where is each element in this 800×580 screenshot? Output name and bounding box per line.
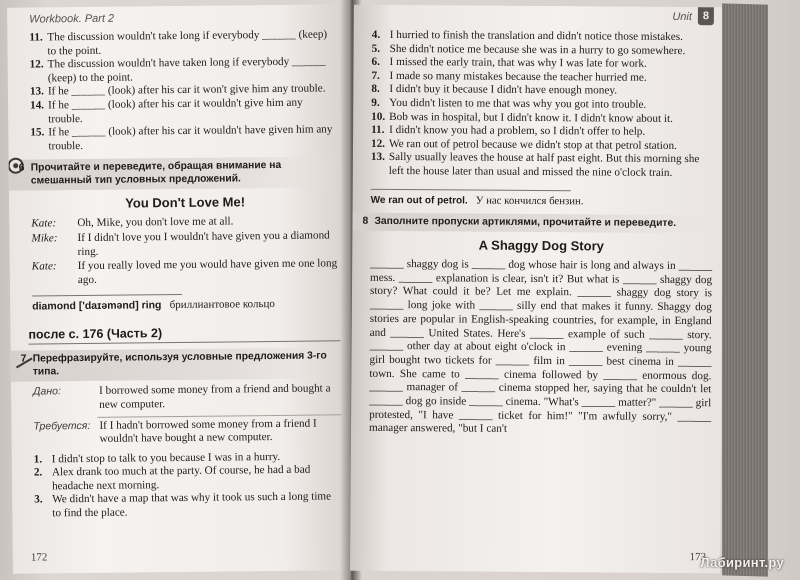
item-number: 11. [29,31,43,44]
unit-label: Unit [672,10,692,24]
section-7-header [11,348,341,382]
item-text: We ran out of petrol because we didn't stop at that petrol station. [388,137,677,152]
item-number: 3. [34,493,43,506]
item-text: I missed the early train, that was why I was late for work. [389,56,647,70]
exercise-list-right [371,29,714,181]
item-number: 11. [371,123,385,137]
item-number: 2. [33,466,43,479]
required-label: Требуется: [33,419,91,433]
item-number: 10. [371,110,386,123]
exercise-item [34,491,342,521]
required-text: If I hadn't borrowed some money from a friend I wouldn't have bought a new computer. [99,417,317,445]
item-number: 14. [30,99,45,112]
given-row [33,383,341,413]
required-row [33,417,341,447]
item-text: The discussion wouldn't have taken long if everybody ______ (keep) to the point. [47,55,326,85]
section-instruction: Перефразируйте, используя условные предложения 3-го типа. [32,350,327,378]
item-text: Bob was in hospital, but I didn't know it. I didn't know about it. [389,110,673,125]
dialogue [31,215,340,288]
right-running-head [372,11,714,31]
left-running-head [29,10,337,31]
note-term: We ran out of petrol. [370,194,468,207]
item-number: 1. [33,453,43,466]
item-number: 13. [29,85,44,98]
story-title: A Shaggy Dog Story [478,237,604,254]
vocab-note [32,294,275,314]
page-number: 173 [689,551,707,564]
page-number: 172 [30,551,48,564]
exercise-item [30,56,338,86]
item-number: 12. [29,58,44,71]
item-text: Sally usually leaves the house at half past eight. But this morning she left the house later than usual and missed the nine o'clock train. [388,151,700,179]
item-number: 13. [370,151,385,164]
section-number: 8 [362,215,369,227]
item-number: 15. [30,126,45,139]
section-number: 6 [18,162,25,175]
story-title: You Don't Love Me! [125,194,246,211]
vocab-translation: бриллиантовое кольцо [169,298,275,312]
unit-badge: 8 [698,7,714,25]
item-number: 12. [370,137,386,150]
item-text: The discussion wouldn't take long if everybody ______ (keep) to the point. [47,28,328,57]
item-number: 6. [371,56,381,69]
item-text: If he ______ (look) after his car it won't give him any trouble. [47,82,326,98]
item-text: Alex drank too much at the party. Of course, he had a bad headache next morning. [51,463,311,493]
exercise-item [29,28,337,58]
dialogue-line [32,257,340,287]
left-page [7,4,351,574]
item-number: 4. [371,28,381,41]
given-label: Дано: [33,385,61,398]
right-page [350,5,724,574]
dialogue-line [31,229,339,259]
dialogue-text: Oh, Mike, you don't love me at all. [77,215,234,230]
story-text: ______ shaggy dog is ______ dog whose hair is long and always in ______ mess. ______ explanation is clear, isn't it? But what is ______ shaggy dog story? What could it be? Let me explain. ______ shaggy dog story is ______ long joke with ______ silly end that makes it funny. Shaggy dog stories are popular in English-speaking countries, for example, in England and ______ United States. Here's ______ example of such ______ story. ______ other day at about eight o'clock in ______ evening ______ young girl bought two tickets for ______ film in ______ best cinema in ______ town. She came to ______ cinema followed by ______ enormous dog. ______ manager of ______ cinema stopped her, saying that he couldn't let ______ dog go inside ______ cinema. "What's ______ matter?" ______ girl protested, "I have ______ ticket for him!" "I'm awfully sorry," ______ manager answered, "but I can't [368,257,713,436]
section-instruction: Заполните пропуски артиклями, прочитайте и переведите. [374,215,677,229]
section-instruction: Прочитайте и переведите, обращая внимание на смешанный тип условных предложений. [30,160,282,187]
item-text: I didn't know you had a problem, so I didn't offer to help. [389,124,646,138]
item-text: I didn't stop to talk to you because I was in a hurry. [51,450,281,466]
exercise-item [34,464,342,494]
exercise-item [371,151,713,181]
item-number: 9. [371,96,380,109]
given-text: I borrowed some money from a friend and bought a new computer. [99,382,331,411]
speaker: Kate: [31,260,57,273]
dialogue-text: If you really loved me you would have given me one long ago. [77,257,338,286]
item-text: You didn't listen to me that was why you got into trouble. [389,96,647,111]
item-text: I hurried to finish the translation and didn't notice those mistakes. [389,28,683,44]
item-number: 5. [371,42,381,55]
exercise-item [30,96,338,126]
exercise-list-top [29,28,338,154]
section-6-header [9,157,339,191]
item-text: If he ______ (look) after his car it wouldn't have given him any trouble. [48,123,333,153]
item-text: She didn't notice me because she was in a hurry to go somewhere. [389,42,686,57]
section-number: 7 [20,353,27,365]
item-text: I didn't buy it because I didn't have enough money. [389,83,618,97]
note-translation: У нас кончился бензин. [475,194,584,207]
running-head-text: Workbook. Part 2 [29,12,115,26]
item-number: 8. [371,83,380,96]
item-text: I made so many mistakes because the teacher hurried me. [389,69,647,84]
dialogue-text: If I didn't love you I wouldn't have given you a diamond ring. [77,229,330,258]
speaker: Kate: [31,217,57,230]
item-text: If he ______ (look) after his car it wouldn't give him any trouble. [48,96,303,125]
vocab-term: diamond ['daɪəmənd] ring [32,299,162,313]
page-edges [722,3,768,576]
watermark-logo: Лабиринт.ру [700,555,784,570]
item-text: We didn't have a map that was why it took us such a long time to find the place. [52,490,332,520]
speaker: Mike: [31,232,58,245]
item-number: 7. [371,69,380,82]
section-8-header [352,212,712,233]
after-page-title: после с. 176 (Часть 2) [28,325,340,345]
exercise-list-bottom [34,450,343,521]
vocab-note [370,188,584,207]
exercise-item [30,123,338,153]
